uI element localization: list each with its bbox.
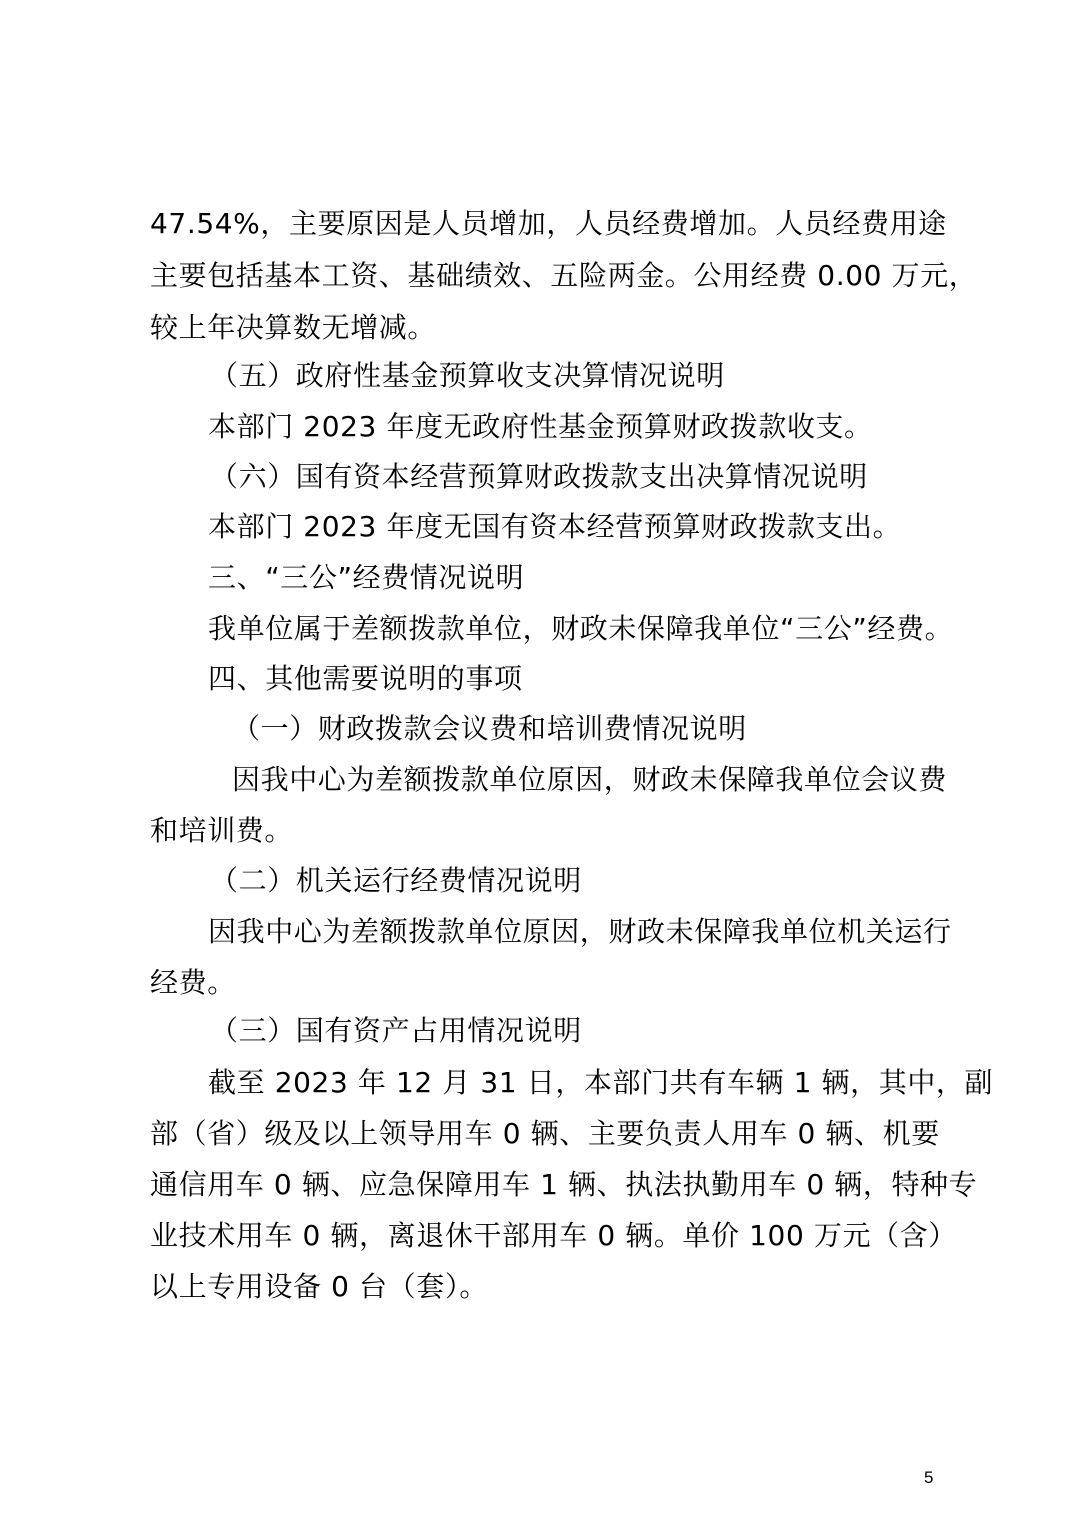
section-heading: （五）政府性基金预算收支决算情况说明 — [210, 359, 725, 392]
body-text-line: 较上年决算数无增减。 — [150, 311, 437, 344]
body-text-line: 本部门 2023 年度无国有资本经营预算财政拨款支出。 — [208, 510, 902, 543]
body-text-line: 业技术用车 0 辆，离退休干部用车 0 辆。单价 100 万元（含） — [150, 1219, 957, 1252]
section-heading: （六）国有资本经营预算财政拨款支出决算情况说明 — [210, 460, 868, 493]
body-text-line: 以上专用设备 0 台（套）。 — [150, 1270, 489, 1303]
section-heading: 三、“三公”经费情况说明 — [208, 561, 525, 594]
body-text-line: 47.54%，主要原因是人员增加，人员经费增加。人员经费用途 — [150, 207, 947, 240]
body-text-line: 经费。 — [150, 966, 236, 999]
body-text-line: 主要包括基本工资、基础绩效、五险两金。公用经费 0.00 万元， — [150, 259, 978, 292]
body-text-line: 通信用车 0 辆、应急保障用车 1 辆、执法执勤用车 0 辆，特种专 — [150, 1168, 978, 1201]
body-text-line: 本部门 2023 年度无政府性基金预算财政拨款收支。 — [208, 410, 873, 443]
subsection-heading: （二）机关运行经费情况说明 — [210, 864, 582, 897]
body-text-line: 我单位属于差额拨款单位，财政未保障我单位“三公”经费。 — [208, 612, 954, 645]
body-text-line: 截至 2023 年 12 月 31 日，本部门共有车辆 1 辆，其中，副 — [208, 1066, 994, 1099]
body-text-line: 因我中心为差额拨款单位原因，财政未保障我单位会议费 — [232, 763, 948, 796]
body-text-line: 部（省）级及以上领导用车 0 辆、主要负责人用车 0 辆、机要 — [150, 1117, 940, 1150]
subsection-heading: （三）国有资产占用情况说明 — [210, 1014, 582, 1047]
body-text-line: 因我中心为差额拨款单位原因，财政未保障我单位机关运行 — [208, 915, 952, 948]
body-text-line: 和培训费。 — [150, 814, 294, 847]
subsection-heading: （一）财政拨款会议费和培训费情况说明 — [232, 712, 747, 745]
page-number: 5 — [924, 1468, 934, 1487]
section-heading: 四、其他需要说明的事项 — [208, 662, 523, 695]
